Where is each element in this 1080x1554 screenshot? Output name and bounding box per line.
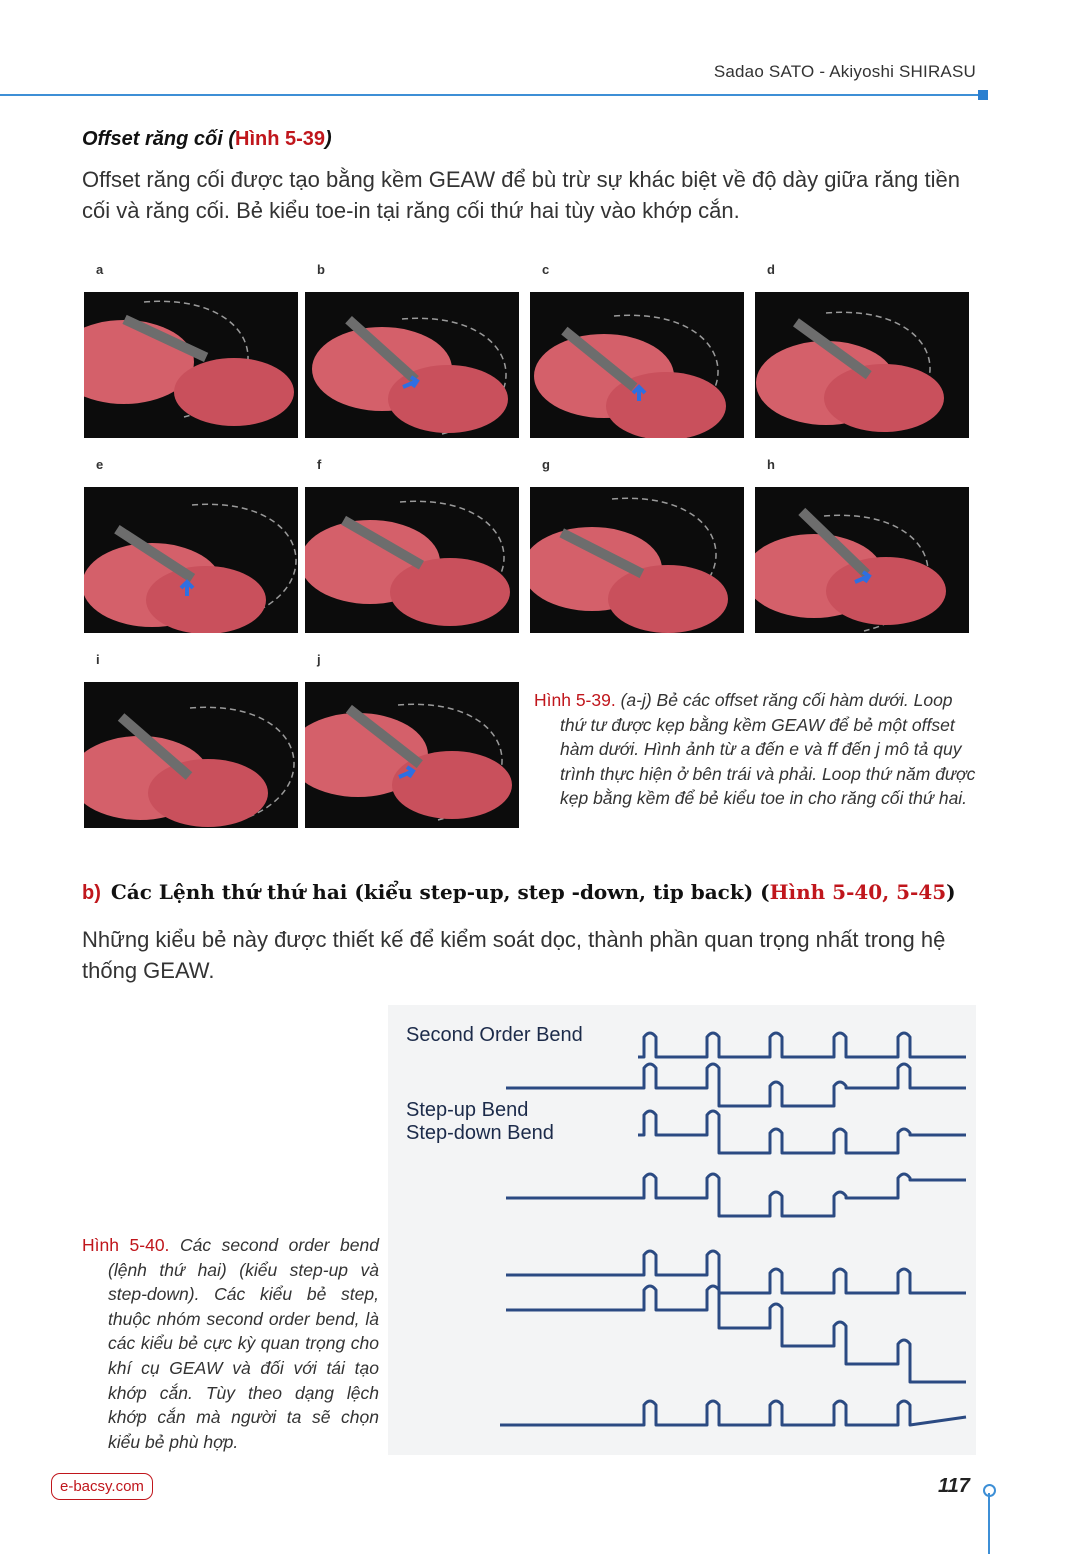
hand-shape (390, 558, 510, 626)
hand-shape (146, 566, 266, 633)
header-rule (0, 94, 980, 96)
figure-reference: Hình 5-39 (235, 128, 326, 150)
hand-plier-photo (530, 487, 744, 633)
photo-panel-label: a (96, 262, 104, 277)
hand-shape (824, 364, 944, 432)
footer-website-badge[interactable]: e-bacsy.com (51, 1473, 153, 1500)
page-number: 117 (938, 1475, 970, 1497)
hand-plier-photo (84, 487, 298, 633)
archwire-bend-row-2 (506, 1064, 966, 1106)
label-second-order-bend: Second Order Bend (406, 1024, 583, 1046)
archwire-bend-row-6 (506, 1286, 966, 1382)
hand-shape (608, 565, 728, 633)
section-title-second-order (82, 880, 956, 905)
archwire-bends-drawing (388, 1005, 976, 1455)
section-title-close: ) (325, 128, 332, 150)
photo-panel-label: d (767, 262, 775, 277)
photo-panel-label: e (96, 457, 104, 472)
photo-panel-label: i (96, 652, 100, 667)
caption-text: (a-j) Bẻ các offset răng cối hàm dưới. Loop thứ tư được kẹp bằng kềm GEAW để bẻ một offset hàm dưới. Hình ảnh từ a đến e và ff đến j mô tả quy trình thực hiện ở bên trái và phải. Loop thứ năm được kẹp bằng kềm để bẻ kiểu toe in cho răng cối thứ hai. (560, 690, 976, 809)
hand-plier-photo (755, 292, 969, 438)
hand-plier-photo (530, 292, 744, 438)
footer-vertical-rule (988, 1493, 990, 1554)
caption-label: Hình 5-39. (534, 690, 616, 710)
caption-text: Các second order bend (lệnh thứ hai) (kiểu step-up và step-down). Các kiểu bẻ step, thuộc nhóm second order bend, là các kiểu bẻ cực kỳ quan trọng cho khí cụ GEAW và đối với tái tạo khớp cắn. Tùy theo dạng lệch khớp cắn mà người ta sẽ chọn kiểu bẻ phù hợp. (108, 1235, 379, 1452)
caption-label: Hình 5-40. (82, 1235, 170, 1255)
hand-plier-photo (305, 487, 519, 633)
section-title-text: Offset răng cối ( (82, 128, 235, 150)
photo-panel-label: c (542, 262, 550, 277)
photo-panel-label: j (317, 652, 321, 667)
archwire-bend-row-3 (638, 1111, 966, 1153)
hand-plier-photo (305, 682, 519, 828)
archwire-bend-row-7 (500, 1401, 966, 1425)
section-title-molar-offset (82, 128, 332, 151)
photo-panel-label: b (317, 262, 325, 277)
section-body-second-order: Những kiểu bẻ này được thiết kế để kiểm soát dọc, thành phần quan trọng nhất trong hệ thống GEAW. (82, 927, 946, 983)
label-step-up-bend: Step-up Bend (406, 1099, 529, 1121)
hand-plier-photo (755, 487, 969, 633)
hand-plier-photo (84, 292, 298, 438)
figure-reference: Hình 5-40, 5-45 (769, 880, 947, 904)
hand-shape (148, 759, 268, 827)
hand-plier-photo (305, 292, 519, 438)
figure-5-39-caption (534, 688, 976, 811)
label-step-down-bend: Step-down Bend (406, 1122, 554, 1144)
archwire-bend-row-1 (638, 1033, 966, 1057)
hand-shape (826, 557, 946, 625)
photo-panel-label: f (317, 457, 322, 472)
hand-shape (174, 358, 294, 426)
photo-panel-label: h (767, 457, 775, 472)
section-title-close: ) (946, 880, 956, 904)
header-square-mark (978, 90, 988, 100)
hand-plier-photo (84, 682, 298, 828)
archwire-bend-row-5 (506, 1251, 966, 1293)
section-title-text: Các Lệnh thứ thứ hai (kiểu step-up, step -down, tip back) ( (110, 880, 770, 904)
section-number: b) (82, 882, 101, 904)
archwire-bend-row-4 (506, 1174, 966, 1216)
figure-5-40-bend-diagram (388, 1005, 976, 1455)
photo-panel-label: g (542, 457, 550, 472)
figure-5-40-caption (82, 1233, 379, 1454)
header-author: Sadao SATO - Akiyoshi SHIRASU (713, 62, 976, 81)
section-body-molar-offset: Offset răng cối được tạo bằng kềm GEAW để bù trừ sự khác biệt về độ dày giữa răng tiền cối và răng cối. Bẻ kiểu toe-in tại răng cối thứ hai tùy vào khớp cắn. (82, 167, 961, 223)
